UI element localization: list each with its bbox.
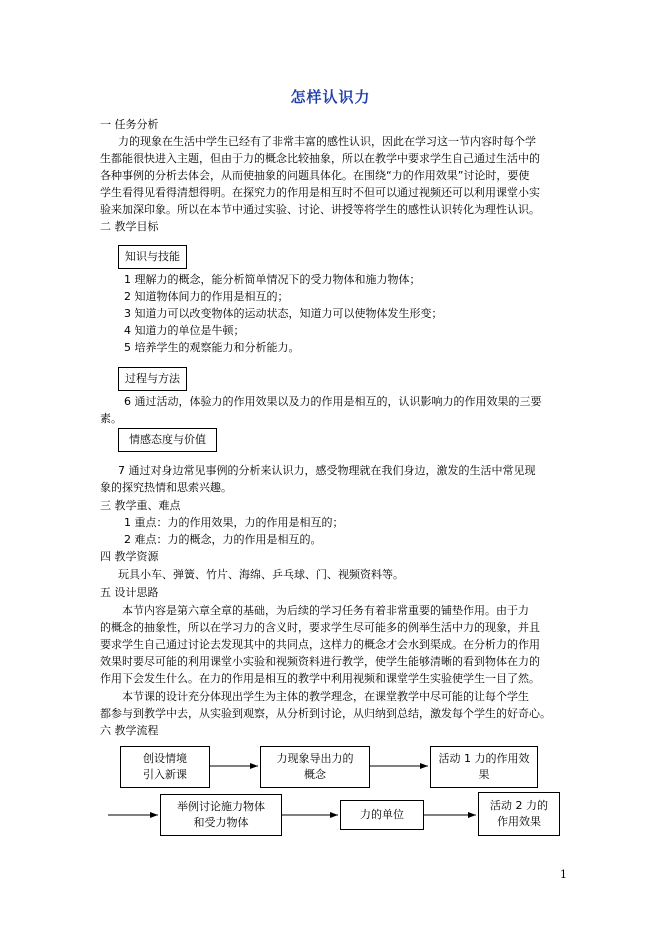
- paragraph-line: 作用下会发生什么。在力的作用是相互的教学中利用视频和课堂学生实验使学生一目了然。: [100, 672, 540, 685]
- page-number: 1: [560, 868, 567, 881]
- goal-item: 3 知道力可以改变物体的运动状态，知道力可以使物体发生形变；: [124, 307, 443, 320]
- flow-box-unit: 力的单位: [340, 800, 424, 830]
- paragraph-line: 的概念的抽象性，所以在学习力的含义时，要求学生尽可能多的例举生活中力的现象，并且: [100, 621, 540, 634]
- paragraph-line: 验来加深印象。所以在本节中通过实验、讨论、讲授等将学生的感性认识转化为理性认识。: [100, 203, 540, 216]
- section-heading-resources: 四 教学资源: [100, 550, 159, 563]
- paragraph-line: 都参与到教学中去，从实验到观察，从分析到讨论，从归纳到总结，激发每个学生的好奇心。: [100, 707, 551, 720]
- paragraph-line: 本节内容是第六章全章的基础，为后续的学习任务有着非常重要的铺垫作用。由于力: [122, 604, 529, 617]
- page-title: 怎样认识力: [290, 88, 371, 106]
- key-point-item: 2 难点：力的概念，力的作用是相互的。: [124, 533, 322, 546]
- flow-box-concept: 力现象导出力的 概念: [260, 746, 370, 788]
- flow-box-discussion: 举例讨论施力物体 和受力物体: [160, 794, 282, 836]
- flow-box-activity-2: 活动 2 力的 作用效果: [478, 792, 560, 836]
- goal-item: 7 通过对身边常见事例的分析来认识力，感受物理就在我们身边，激发的生活中常见现: [118, 464, 536, 477]
- flow-box-intro: 创设情境 引入新课: [120, 746, 210, 788]
- paragraph-line: 本节课的设计充分体现出学生为主体的教学理念，在课堂教学中尽可能的让每个学生: [122, 690, 529, 703]
- paragraph-line: 力的现象在生活中学生已经有了非常丰富的感性认识，因此在学习这一节内容时每个学: [118, 135, 536, 148]
- paragraph-line: 学生看得见看得清想得明。在探究力的作用是相互时不但可以通过视频还可以利用课堂小实: [100, 186, 540, 199]
- goal-item: 素。: [100, 412, 122, 425]
- section-heading-flow: 六 教学流程: [100, 724, 159, 737]
- resources-list: 玩具小车、弹簧、竹片、海绵、乒乓球、门、视频资料等。: [118, 568, 404, 581]
- paragraph-line: 要求学生自己通过讨论去发现其中的共同点，这样力的概念才会水到渠成。在分析力的作用: [100, 638, 540, 651]
- goal-item: 5 培养学生的观察能力和分析能力。: [124, 341, 300, 354]
- goal-item: 象的探究热情和思索兴趣。: [100, 481, 232, 494]
- goal-item: 1 理解力的概念，能分析简单情况下的受力物体和施力物体；: [124, 273, 421, 286]
- goal-item: 6 通过活动，体验力的作用效果以及力的作用是相互的，认识影响力的作用效果的三要: [124, 395, 542, 408]
- goal-item: 4 知道力的单位是牛顿；: [124, 324, 245, 337]
- paragraph-line: 生都能很快进入主题，但由于力的概念比较抽象，所以在教学中要求学生自己通过生活中的: [100, 152, 540, 165]
- goal-tag-attitude: 情感态度与价值: [118, 428, 217, 452]
- key-point-item: 1 重点：力的作用效果，力的作用是相互的；: [124, 516, 344, 529]
- section-heading-design: 五 设计思路: [100, 586, 159, 599]
- paragraph-line: 效果时要尽可能的利用课堂小实验和视频资料进行教学，使学生能够清晰的看到物体在力的: [100, 655, 540, 668]
- flow-box-activity-1: 活动 1 力的作用效 果: [430, 746, 538, 788]
- section-heading-task-analysis: 一 任务分析: [100, 118, 159, 131]
- goal-item: 2 知道物体间力的作用是相互的；: [124, 290, 289, 303]
- section-heading-key-points: 三 教学重、难点: [100, 499, 181, 512]
- section-heading-teaching-goals: 二 教学目标: [100, 220, 159, 233]
- goal-tag-knowledge: 知识与技能: [118, 245, 187, 269]
- goal-tag-process: 过程与方法: [118, 367, 187, 391]
- paragraph-line: 各种事例的分析去体会，从而使抽象的问题具体化。在围绕“力的作用效果”讨论时，要使: [100, 169, 530, 182]
